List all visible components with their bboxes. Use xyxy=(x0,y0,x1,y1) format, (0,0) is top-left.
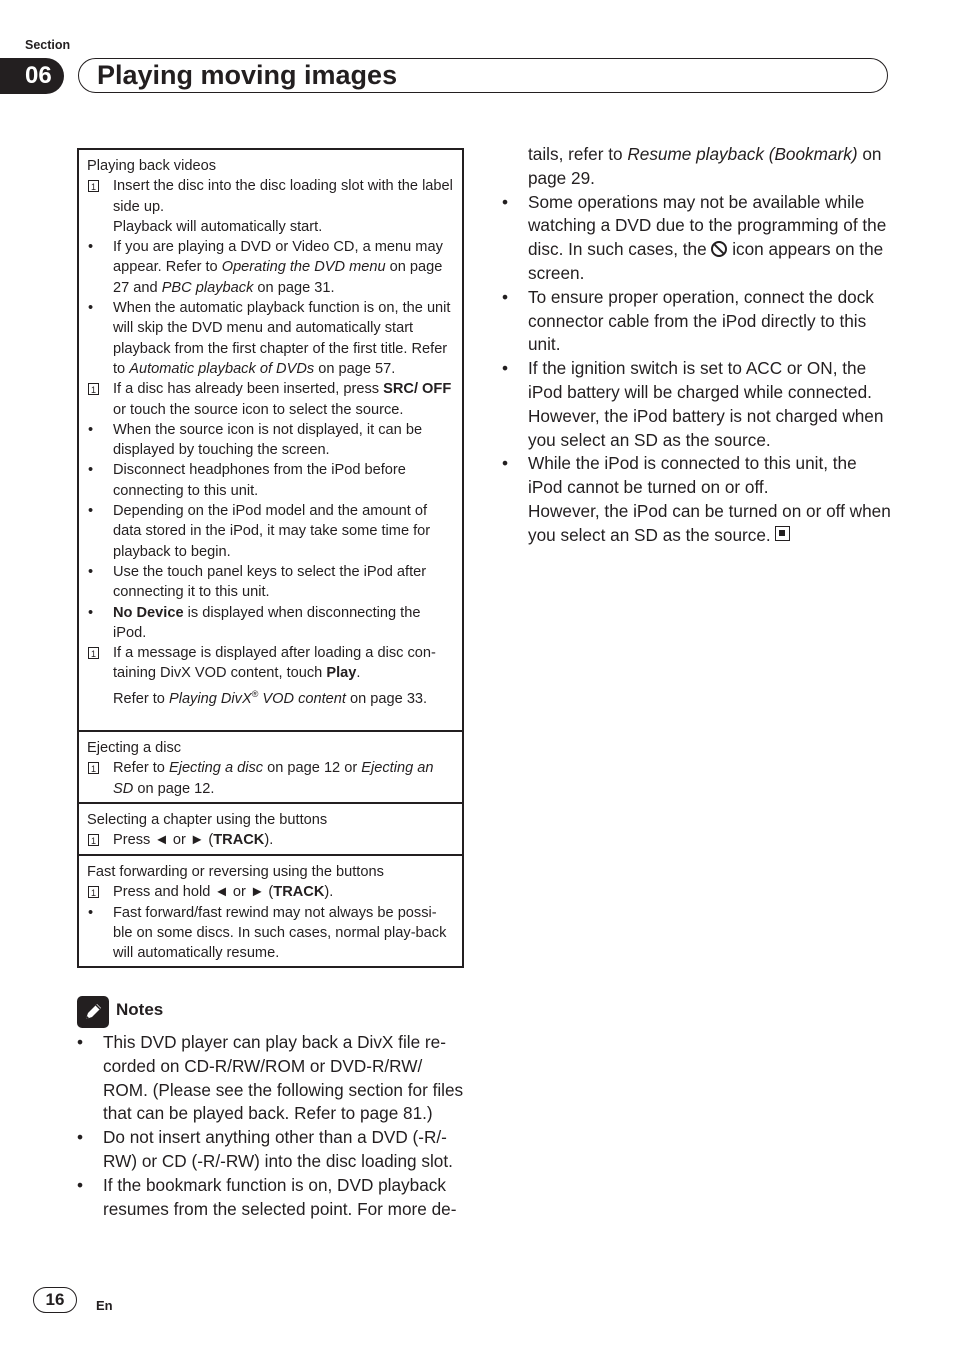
pencil-icon xyxy=(77,996,109,1028)
text: Refer to xyxy=(113,690,169,707)
step-number-icon: 1 xyxy=(88,647,99,659)
bullet-item xyxy=(87,501,454,562)
cross-reference: Playing DivX xyxy=(168,690,252,707)
step-text: Insert the disc into the disc loading slot with the label side up. xyxy=(113,178,453,215)
bullet-item xyxy=(87,237,454,298)
bullet-icon: • xyxy=(88,904,94,921)
text: Use the touch panel keys to select the iPod after connecting it to this unit. xyxy=(113,563,427,601)
bullet-item xyxy=(87,460,454,501)
note-text: Do not insert anything other than a DVD (-R/-RW) or CD (-R/-RW) into the disc loading slot. xyxy=(103,1127,453,1171)
key-label: TRACK xyxy=(213,832,265,849)
text: Depending on the iPod model and the amount of data stored in the iPod, it may take some time for playback to begin. xyxy=(113,503,431,560)
registered-mark: ® xyxy=(251,688,259,699)
note-item-continued xyxy=(502,143,894,191)
cross-reference: PBC playback xyxy=(161,279,254,296)
section-title: Selecting a chapter using the buttons xyxy=(87,812,328,828)
key-label: TRACK xyxy=(273,884,325,901)
section-selecting-chapter xyxy=(79,804,462,856)
bullet-icon: • xyxy=(88,604,94,621)
step-text: If a message is displayed after loading a disc con-taining DivX VOD content, touch xyxy=(113,645,436,682)
bullet-icon: • xyxy=(88,421,94,438)
cross-reference: Automatic playback of DVDs xyxy=(129,360,315,377)
notes-list-right xyxy=(502,143,894,548)
bullet-icon: • xyxy=(77,1127,84,1148)
step-number-icon: 1 xyxy=(88,383,99,395)
text: Fast forward/fast rewind may not always be possi-ble on some discs. In such cases, normal play-back will automatically resume. xyxy=(113,904,447,962)
note-text: While the iPod is connected to this unit, the iPod cannot be turned on or off. xyxy=(528,453,857,498)
bullet-item xyxy=(87,562,454,603)
step-text: or touch the source icon to select the source. xyxy=(113,401,404,418)
section-title: Ejecting a disc xyxy=(87,740,182,756)
note-item xyxy=(77,1031,467,1126)
note-item xyxy=(502,452,894,547)
bullet-icon: • xyxy=(88,462,94,479)
step-number-icon: 1 xyxy=(88,180,99,192)
bullet-item xyxy=(87,603,454,644)
section-title: Fast forwarding or reversing using the buttons xyxy=(87,864,384,880)
step-text: . xyxy=(356,665,361,682)
text: on page 27 and xyxy=(113,259,443,296)
note-item xyxy=(502,286,894,357)
bullet-item xyxy=(87,903,454,964)
bullet-icon: • xyxy=(88,239,94,256)
text: on page 31. xyxy=(253,279,335,296)
bullet-icon: • xyxy=(502,286,509,307)
step-item xyxy=(87,643,454,709)
step-number-icon: 1 xyxy=(88,834,99,846)
cross-reference: Ejecting an SD xyxy=(113,760,434,797)
bullet-item xyxy=(87,420,454,461)
step-note: Playback will automatically start. xyxy=(113,218,323,235)
step-item xyxy=(87,379,454,420)
instruction-box xyxy=(77,148,464,968)
page-number: 16 xyxy=(33,1287,77,1313)
bullet-icon: • xyxy=(502,358,509,379)
note-item xyxy=(502,191,894,286)
page-title: Playing moving images xyxy=(97,60,398,90)
text: Disconnect headphones from the iPod before connecting to this unit. xyxy=(113,462,406,499)
note-text: However, the iPod can be turned on or off when you select an SD as the source. xyxy=(528,500,891,545)
bullet-icon: • xyxy=(502,453,509,474)
step-item xyxy=(87,176,454,237)
note-item xyxy=(77,1126,467,1174)
bullet-icon: • xyxy=(502,191,509,212)
note-item xyxy=(77,1174,467,1222)
text: is displayed when disconnecting the iPod. xyxy=(113,604,421,641)
cross-reference: Ejecting a disc xyxy=(168,760,264,777)
text: on page 33. xyxy=(345,690,428,707)
text: If you are playing a DVD or Video CD, a menu may appear. Refer to xyxy=(113,239,443,276)
step-number-icon: 1 xyxy=(88,762,99,774)
note-text: This DVD player can play back a DivX file re-corded on CD-R/RW/ROM or DVD-R/RW/ ROM. (Please see the following section for files that can be played back. Refer to page 81.) xyxy=(103,1032,464,1124)
step-text: Press and hold ◄ or ► ( xyxy=(113,884,274,901)
step-text: ). xyxy=(264,832,274,849)
note-text: If the ignition switch is set to ACC or ON, the iPod battery will be charged while connected. However, the iPod battery is not charged when you select an SD as the source. xyxy=(528,358,884,450)
section-fast-forwarding xyxy=(79,856,462,969)
page-title-frame xyxy=(78,58,888,93)
key-label: Play xyxy=(326,665,357,682)
text: on page 57. xyxy=(314,360,396,377)
note-text: on page 29. xyxy=(528,144,882,188)
end-of-section-icon xyxy=(775,526,790,541)
step-number-icon: 1 xyxy=(88,886,99,898)
bullet-icon: • xyxy=(88,503,94,520)
section-ejecting-disc xyxy=(79,732,462,804)
cross-reference: Operating the DVD menu xyxy=(221,259,386,276)
step-text: Refer to xyxy=(113,760,169,777)
bullet-icon: • xyxy=(77,1174,84,1195)
section-playing-back-videos xyxy=(79,150,462,732)
bullet-item xyxy=(87,298,454,379)
key-label: No Device xyxy=(113,604,184,621)
step-item xyxy=(87,830,454,850)
step-item xyxy=(87,882,454,902)
note-text: icon appears on the screen. xyxy=(528,239,884,283)
section-label: Section xyxy=(25,38,71,52)
key-label: SRC/ OFF xyxy=(383,381,452,398)
step-text: Press ◄ or ► ( xyxy=(113,832,214,849)
note-item xyxy=(502,357,894,452)
text: When the source icon is not displayed, it can be displayed by touching the screen. xyxy=(113,421,423,459)
cross-reference: Resume playback (Bookmark) xyxy=(627,144,858,164)
notes-title: Notes xyxy=(116,1000,164,1019)
bullet-icon: • xyxy=(88,300,94,317)
note-text: To ensure proper operation, connect the dock connector cable from the iPod directly to this unit. xyxy=(528,286,874,355)
prohibited-icon xyxy=(711,241,727,257)
step-text: on page 12 or xyxy=(263,760,362,777)
bullet-icon: • xyxy=(77,1032,84,1052)
text: When the automatic playback function is on, the unit will skip the DVD menu and automatically start playback from the first chapter of the first title. Refer to xyxy=(113,300,451,377)
section-title: Playing back videos xyxy=(87,158,216,174)
notes-list-left xyxy=(77,1031,467,1221)
language-code: En xyxy=(96,1298,113,1313)
cross-reference: VOD content xyxy=(258,690,346,707)
section-number-badge: 06 xyxy=(0,58,64,94)
step-text: ). xyxy=(324,884,334,901)
step-text: on page 12. xyxy=(133,780,215,797)
step-item xyxy=(87,758,454,799)
note-text: tails, refer to xyxy=(528,144,628,164)
note-text: Some operations may not be available while watching a DVD due to the programming of the disc. In such cases, the xyxy=(528,191,887,260)
step-text: If a disc has already been inserted, press xyxy=(113,381,384,398)
bullet-icon: • xyxy=(88,563,94,580)
note-text: If the bookmark function is on, DVD playback resumes from the selected point. For more de- xyxy=(103,1174,457,1219)
